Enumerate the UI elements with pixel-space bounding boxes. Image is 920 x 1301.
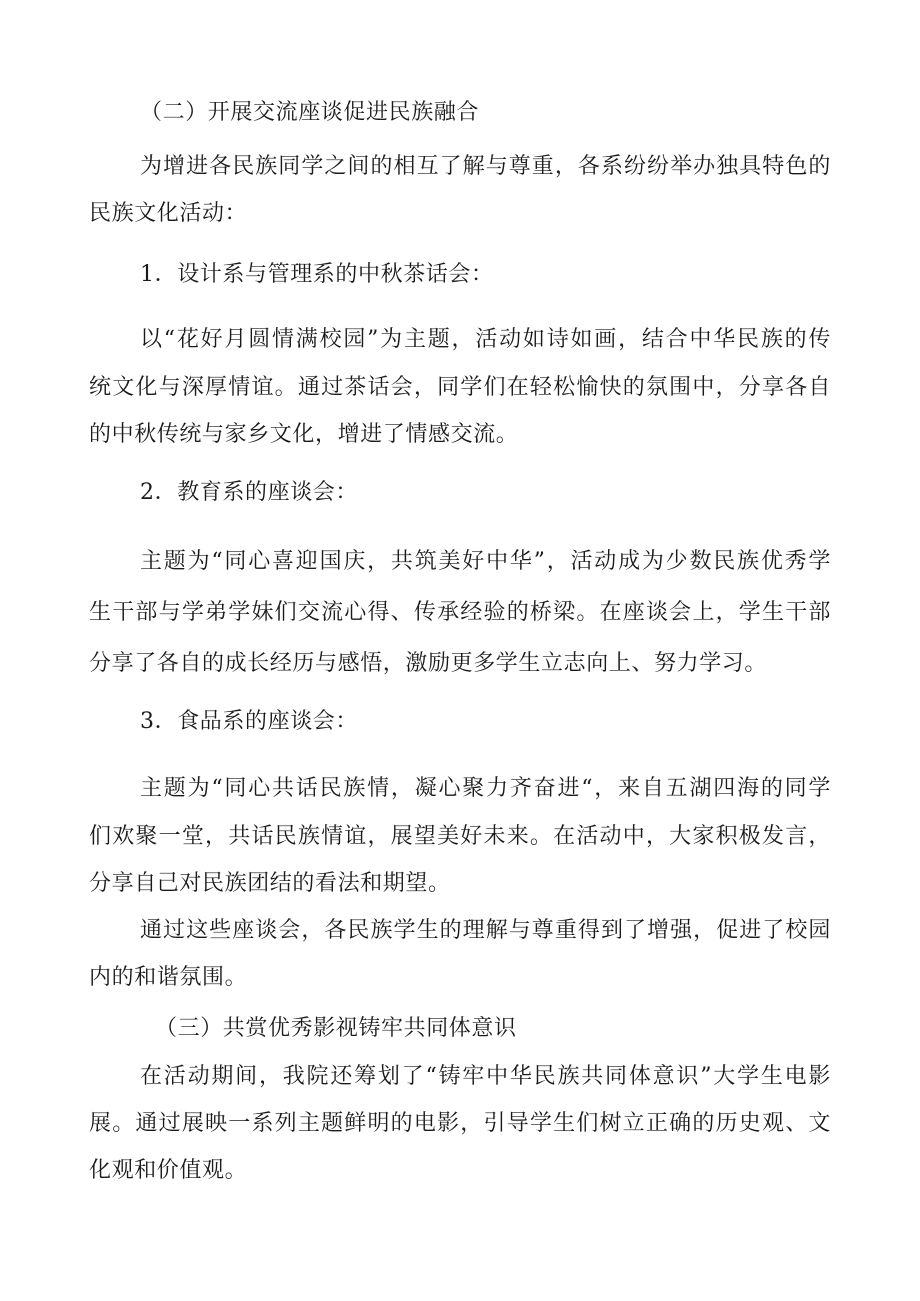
- summary-line-1: 通过这些座谈会，各民族学生的理解与尊重得到了增强，促进了校园: [140, 918, 831, 943]
- item-1-title: 1．设计系与管理系的中秋茶话会：: [140, 262, 494, 287]
- intro-line-2: 民族文化活动：: [89, 201, 248, 226]
- item-1-line-3: 的中秋传统与家乡文化，增进了情感交流。: [89, 422, 519, 447]
- item-3-title: 3．食品系的座谈会：: [140, 709, 358, 734]
- item-1-line-2: 统文化与深厚情谊。通过茶话会，同学们在轻松愉快的氛围中，分享各自: [89, 375, 831, 400]
- item-3-line-2: 们欢聚一堂，共话民族情谊，展望美好未来。在活动中，大家积极发言，: [89, 824, 831, 849]
- intro-line-1: 为增进各民族同学之间的相互了解与尊重，各系纷纷举办独具特色的: [140, 154, 831, 179]
- item-2-line-2: 生干部与学弟学妹们交流心得、传承经验的桥梁。在座谈会上，学生干部: [89, 600, 831, 625]
- film-line-3: 化观和价值观。: [89, 1158, 248, 1183]
- item-3-line-1: 主题为“同心共话民族情，凝心聚力齐奋进“，来自五湖四海的同学: [140, 776, 831, 801]
- item-2-line-3: 分享了各自的成长经历与感悟，激励更多学生立志向上、努力学习。: [89, 651, 768, 676]
- item-2-line-1: 主题为“同心喜迎国庆，共筑美好中华”，活动成为少数民族优秀学: [140, 549, 831, 574]
- section-heading-2: （二）开展交流座谈促进民族融合: [140, 100, 480, 125]
- item-1-line-1: 以“花好月圆情满校园”为主题，活动如诗如画，结合中华民族的传: [140, 327, 831, 352]
- film-line-2: 展。通过展映一系列主题鲜明的电影，引导学生们树立正确的历史观、文: [89, 1111, 831, 1136]
- film-line-1: 在活动期间，我院还筹划了“铸牢中华民族共同体意识”大学生电影: [140, 1064, 831, 1089]
- summary-line-2: 内的和谐氛围。: [89, 965, 248, 990]
- item-3-line-3: 分享自己对民族团结的看法和期望。: [89, 871, 451, 896]
- item-2-title: 2．教育系的座谈会：: [140, 480, 358, 505]
- section-heading-3: （三）共赏优秀影视铸牢共同体意识: [155, 1016, 517, 1041]
